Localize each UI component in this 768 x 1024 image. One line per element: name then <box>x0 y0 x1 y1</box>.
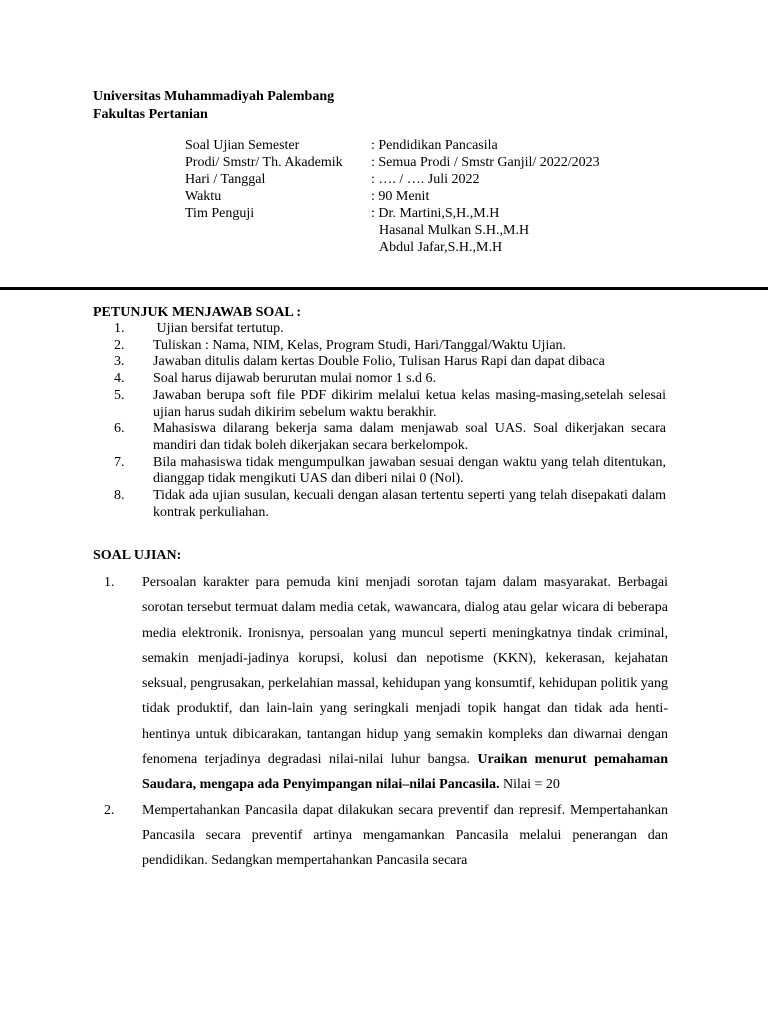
university-name: Universitas Muhammadiyah Palembang <box>93 89 335 104</box>
exam-info-value: : Semua Prodi / Smstr Ganjil/ 2022/2023 <box>371 155 600 170</box>
exam-info-value: : 90 Menit <box>371 189 430 204</box>
list-item <box>112 354 666 371</box>
question-number: 1. <box>104 575 115 590</box>
exam-info-label: Hari / Tanggal <box>185 172 266 187</box>
list-number: 4. <box>114 371 125 387</box>
list-item <box>112 421 666 454</box>
examiner-name: Abdul Jafar,S.H.,M.H <box>379 240 503 255</box>
question-task: Uraikan menurut pemahaman Saudara, mengapa ada Penyimpangan nilai–nilai Pancasila. <box>142 752 668 793</box>
faculty-name: Fakultas Pertanian <box>93 107 208 122</box>
list-text: Tuliskan : Nama, NIM, Kelas, Program Studi, Hari/Tanggal/Waktu Ujian. <box>153 337 567 353</box>
question-text <box>142 570 668 798</box>
exam-info-row <box>185 222 600 239</box>
list-number: 2. <box>114 337 125 353</box>
exam-info-row <box>185 137 600 154</box>
question-item <box>104 798 668 874</box>
exam-info-row <box>185 205 600 222</box>
list-number: 1. <box>114 321 125 336</box>
list-number: 8. <box>114 488 125 504</box>
list-text: Jawaban ditulis dalam kertas Double Folio, Tulisan Harus Rapi dan dapat dibaca <box>153 354 605 370</box>
list-number: 3. <box>114 354 125 370</box>
list-text: Mahasiswa dilarang bekerja sama dalam menjawab soal UAS. Soal dikerjakan secara mandiri dan tidak boleh dikerjakan secara berkelompok. <box>153 421 666 453</box>
exam-info-label: Soal Ujian Semester <box>185 138 300 153</box>
exam-info-label: Tim Penguji <box>185 206 255 221</box>
list-item <box>112 321 666 338</box>
list-item <box>112 488 666 521</box>
instructions-heading: PETUNJUK MENJAWAB SOAL : <box>93 305 302 320</box>
list-text: Jawaban berupa soft file PDF dikirim melalui ketua kelas masing-masing,setelah selesai ujian harus sudah dikirim sebelum waktu berakhir. <box>153 387 666 420</box>
question-body: Persoalan karakter para pemuda kini menjadi sorotan tajam dalam masyarakat. Berbagai sorotan tersebut termuat dalam media cetak, wawancara, dialog atau gelar wicara di beberapa media elektronik. Ironisnya, persoalan yang muncul seperti meningkatnya tindak criminal, semakin menjadi-jadinya korupsi, kolusi dan nepotisme (KKN), kekerasan, kejahatan seksual, pengrusakan, perkelahian massal, kehidupan yang konsumtif, kehidupan politik yang tidak produktif, dan lain-lain yang seringkali menjadi topik hangat dan tidak ada henti-hentinya untuk dibicarakan, tantangan hidup yang semakin kompleks dan diwarnai dengan fenomena terjadinya degradasi nilai-nilai luhur bangsa. <box>142 575 668 768</box>
exam-info-row <box>185 154 600 171</box>
exam-info-value: : Pendidikan Pancasila <box>371 138 498 153</box>
exam-info-row <box>185 239 600 256</box>
list-item <box>112 371 666 388</box>
list-number: 5. <box>114 387 125 403</box>
exam-info-row <box>185 188 600 205</box>
exam-info-label: Prodi/ Smstr/ Th. Akademik <box>185 155 343 170</box>
list-number: 6. <box>114 421 125 437</box>
list-number: 7. <box>114 454 125 470</box>
questions-list <box>104 570 668 874</box>
exam-info-row <box>185 171 600 188</box>
list-item <box>112 338 666 355</box>
exam-info-value: : …. / …. Juli 2022 <box>371 172 480 187</box>
instructions-list <box>112 321 666 521</box>
exam-info-value: : Dr. Martini,S,H.,M.H <box>371 206 500 221</box>
exam-info-label: Waktu <box>185 189 222 204</box>
horizontal-divider <box>0 287 768 290</box>
examiner-name: Hasanal Mulkan S.H.,M.H <box>379 223 530 238</box>
list-text: Bila mahasiswa tidak mengumpulkan jawaban sesuai dengan waktu yang telah ditentukan, dianggap tidak mengikuti UAS dan diberi nilai 0 (Nol). <box>153 454 666 487</box>
list-item <box>112 455 666 488</box>
question-body: Mempertahankan Pancasila dapat dilakukan secara preventif dan represif. Mempertahankan Pancasila secara preventif artinya mengamankan Pancasila melalui penerangan dan pendidikan. Sedangkan mempertahankan Pancasila secara <box>142 802 668 869</box>
question-number: 2. <box>104 802 115 818</box>
institution-header <box>93 88 334 124</box>
question-text <box>142 798 668 874</box>
list-text: Ujian bersifat tertutup. <box>153 321 284 336</box>
question-item <box>104 570 668 798</box>
exam-info-block <box>185 137 600 256</box>
list-text: Tidak ada ujian susulan, kecuali dengan alasan tertentu seperti yang telah disepakati dalam kontrak perkuliahan. <box>153 488 666 520</box>
list-item <box>112 388 666 421</box>
question-score: Nilai = 20 <box>499 777 560 793</box>
questions-heading: SOAL UJIAN: <box>93 548 182 563</box>
list-text: Soal harus dijawab berurutan mulai nomor 1 s.d 6. <box>153 371 437 387</box>
